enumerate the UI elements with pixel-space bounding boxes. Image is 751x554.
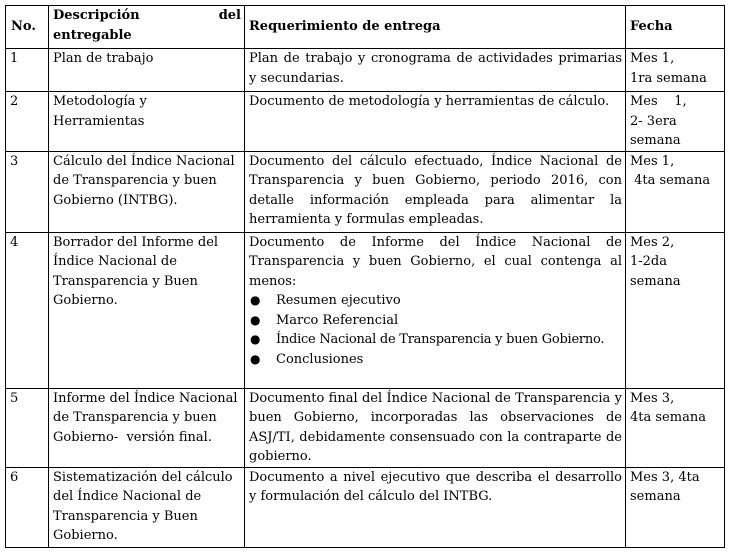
row-description xyxy=(49,92,245,152)
header-row xyxy=(6,6,725,49)
date-line: Mes 1, xyxy=(630,94,687,109)
row-requirement xyxy=(245,467,626,547)
row-requirement xyxy=(245,49,626,92)
header-description-line2: entregable xyxy=(53,27,132,43)
header-requirement: Requerimiento de entrega xyxy=(245,6,626,49)
date-line: 4ta semana xyxy=(630,410,706,425)
requirement-text: Documento de Informe del Índice Nacional de Transparencia y buen Gobierno, el cual contenga al menos: xyxy=(249,234,622,289)
row-number: 3 xyxy=(6,151,49,232)
description-line: Borrador del Informe del xyxy=(53,234,219,250)
description-line: Transparencia y Buen xyxy=(53,508,198,524)
requirement-text: Documento del cálculo efectuado, Índice Nacional de Transparencia y buen Gobierno, periodo 2016, con detalle información empleada para alimentar la herramienta y formulas empleadas. xyxy=(249,153,622,227)
deliverables-table xyxy=(5,5,725,548)
row-date xyxy=(626,388,725,467)
row-requirement xyxy=(245,232,626,388)
date-line: 4ta semana xyxy=(630,173,711,188)
header-date: Fecha xyxy=(626,6,725,49)
date-line: Mes 3, 4ta xyxy=(630,469,700,485)
header-no: No. xyxy=(6,6,49,49)
description-line: Cálculo del Índice Nacional xyxy=(53,153,235,169)
bullet-text: Índice Nacional de Transparencia y buen Gobierno. xyxy=(276,332,605,347)
row-date xyxy=(626,232,725,388)
row-description xyxy=(49,151,245,232)
description-line: de Transparencia y buen xyxy=(53,410,217,425)
description-line: Plan de trabajo xyxy=(53,51,154,66)
row-number: 6 xyxy=(6,467,49,547)
row-description xyxy=(49,49,245,92)
date-line: Mes 2, xyxy=(630,234,675,250)
table-row xyxy=(6,92,725,152)
list-item xyxy=(249,311,622,331)
description-line: Transparencia y Buen xyxy=(53,273,198,289)
row-requirement xyxy=(245,151,626,232)
description-line: Herramientas xyxy=(53,113,145,129)
row-description xyxy=(49,388,245,467)
description-line: Informe del Índice Nacional xyxy=(53,390,238,406)
bullet-text: Resumen ejecutivo xyxy=(276,293,401,308)
description-line: de Transparencia y buen xyxy=(53,173,217,188)
description-line: Metodología y xyxy=(53,94,147,109)
date-line: Mes 1, xyxy=(630,51,675,66)
bullet-text: Marco Referencial xyxy=(276,312,399,328)
requirement-text: Documento final del Índice Nacional de Transparencia y buen Gobierno, incorporadas las observaciones de ASJ/TI, debidamente consensuado con la contraparte de gobierno. xyxy=(249,390,622,464)
row-requirement xyxy=(245,92,626,152)
description-line: Gobierno. xyxy=(53,528,118,543)
description-line: Índice Nacional de xyxy=(53,254,177,269)
description-line: Gobierno- versión final. xyxy=(53,429,212,445)
description-line: Gobierno (INTBG). xyxy=(53,192,178,208)
table-row xyxy=(6,151,725,232)
requirement-text: Documento de metodología y herramientas de cálculo. xyxy=(249,94,610,109)
row-date xyxy=(626,92,725,152)
bullet-icon: ● xyxy=(250,312,261,327)
header-description-right: del xyxy=(218,8,241,23)
header-description-left: Descripción xyxy=(53,8,140,23)
table-row xyxy=(6,49,725,92)
bullet-icon: ● xyxy=(250,293,261,307)
table-row xyxy=(6,467,725,547)
date-line: semana xyxy=(630,273,681,289)
row-number: 1 xyxy=(6,49,49,92)
row-date xyxy=(626,467,725,547)
table-row xyxy=(6,232,725,388)
date-line: semana xyxy=(630,133,681,148)
row-number: 4 xyxy=(6,232,49,388)
list-item xyxy=(249,291,622,311)
list-item xyxy=(249,350,622,370)
header-description xyxy=(49,6,245,49)
bullet-text: Conclusiones xyxy=(276,351,364,367)
row-description xyxy=(49,467,245,547)
bullet-icon: ● xyxy=(250,351,261,366)
description-line: del Índice Nacional de xyxy=(53,489,202,504)
row-date xyxy=(626,151,725,232)
requirement-text: Plan de trabajo y cronograma de actividades primarias y secundarias. xyxy=(249,51,622,86)
bullet-icon: ● xyxy=(250,332,261,346)
date-line: 1ra semana xyxy=(630,70,707,86)
row-number: 5 xyxy=(6,388,49,467)
row-requirement xyxy=(245,388,626,467)
row-number: 2 xyxy=(6,92,49,152)
date-line: 1-2da xyxy=(630,254,668,269)
requirement-text: Documento a nivel ejecutivo que describa el desarrollo y formulación del cálculo del INTBG. xyxy=(249,469,622,504)
date-line: Mes 3, xyxy=(630,390,675,406)
date-line: 2- 3era xyxy=(630,113,677,129)
requirement-bullet-list xyxy=(249,291,622,369)
table-row xyxy=(6,388,725,467)
list-item xyxy=(249,330,622,350)
description-line: Sistematización del cálculo xyxy=(53,469,233,485)
row-description xyxy=(49,232,245,388)
date-line: Mes 1, xyxy=(630,153,675,169)
row-date xyxy=(626,49,725,92)
description-line: Gobierno. xyxy=(53,293,118,308)
date-line: semana xyxy=(630,489,681,504)
